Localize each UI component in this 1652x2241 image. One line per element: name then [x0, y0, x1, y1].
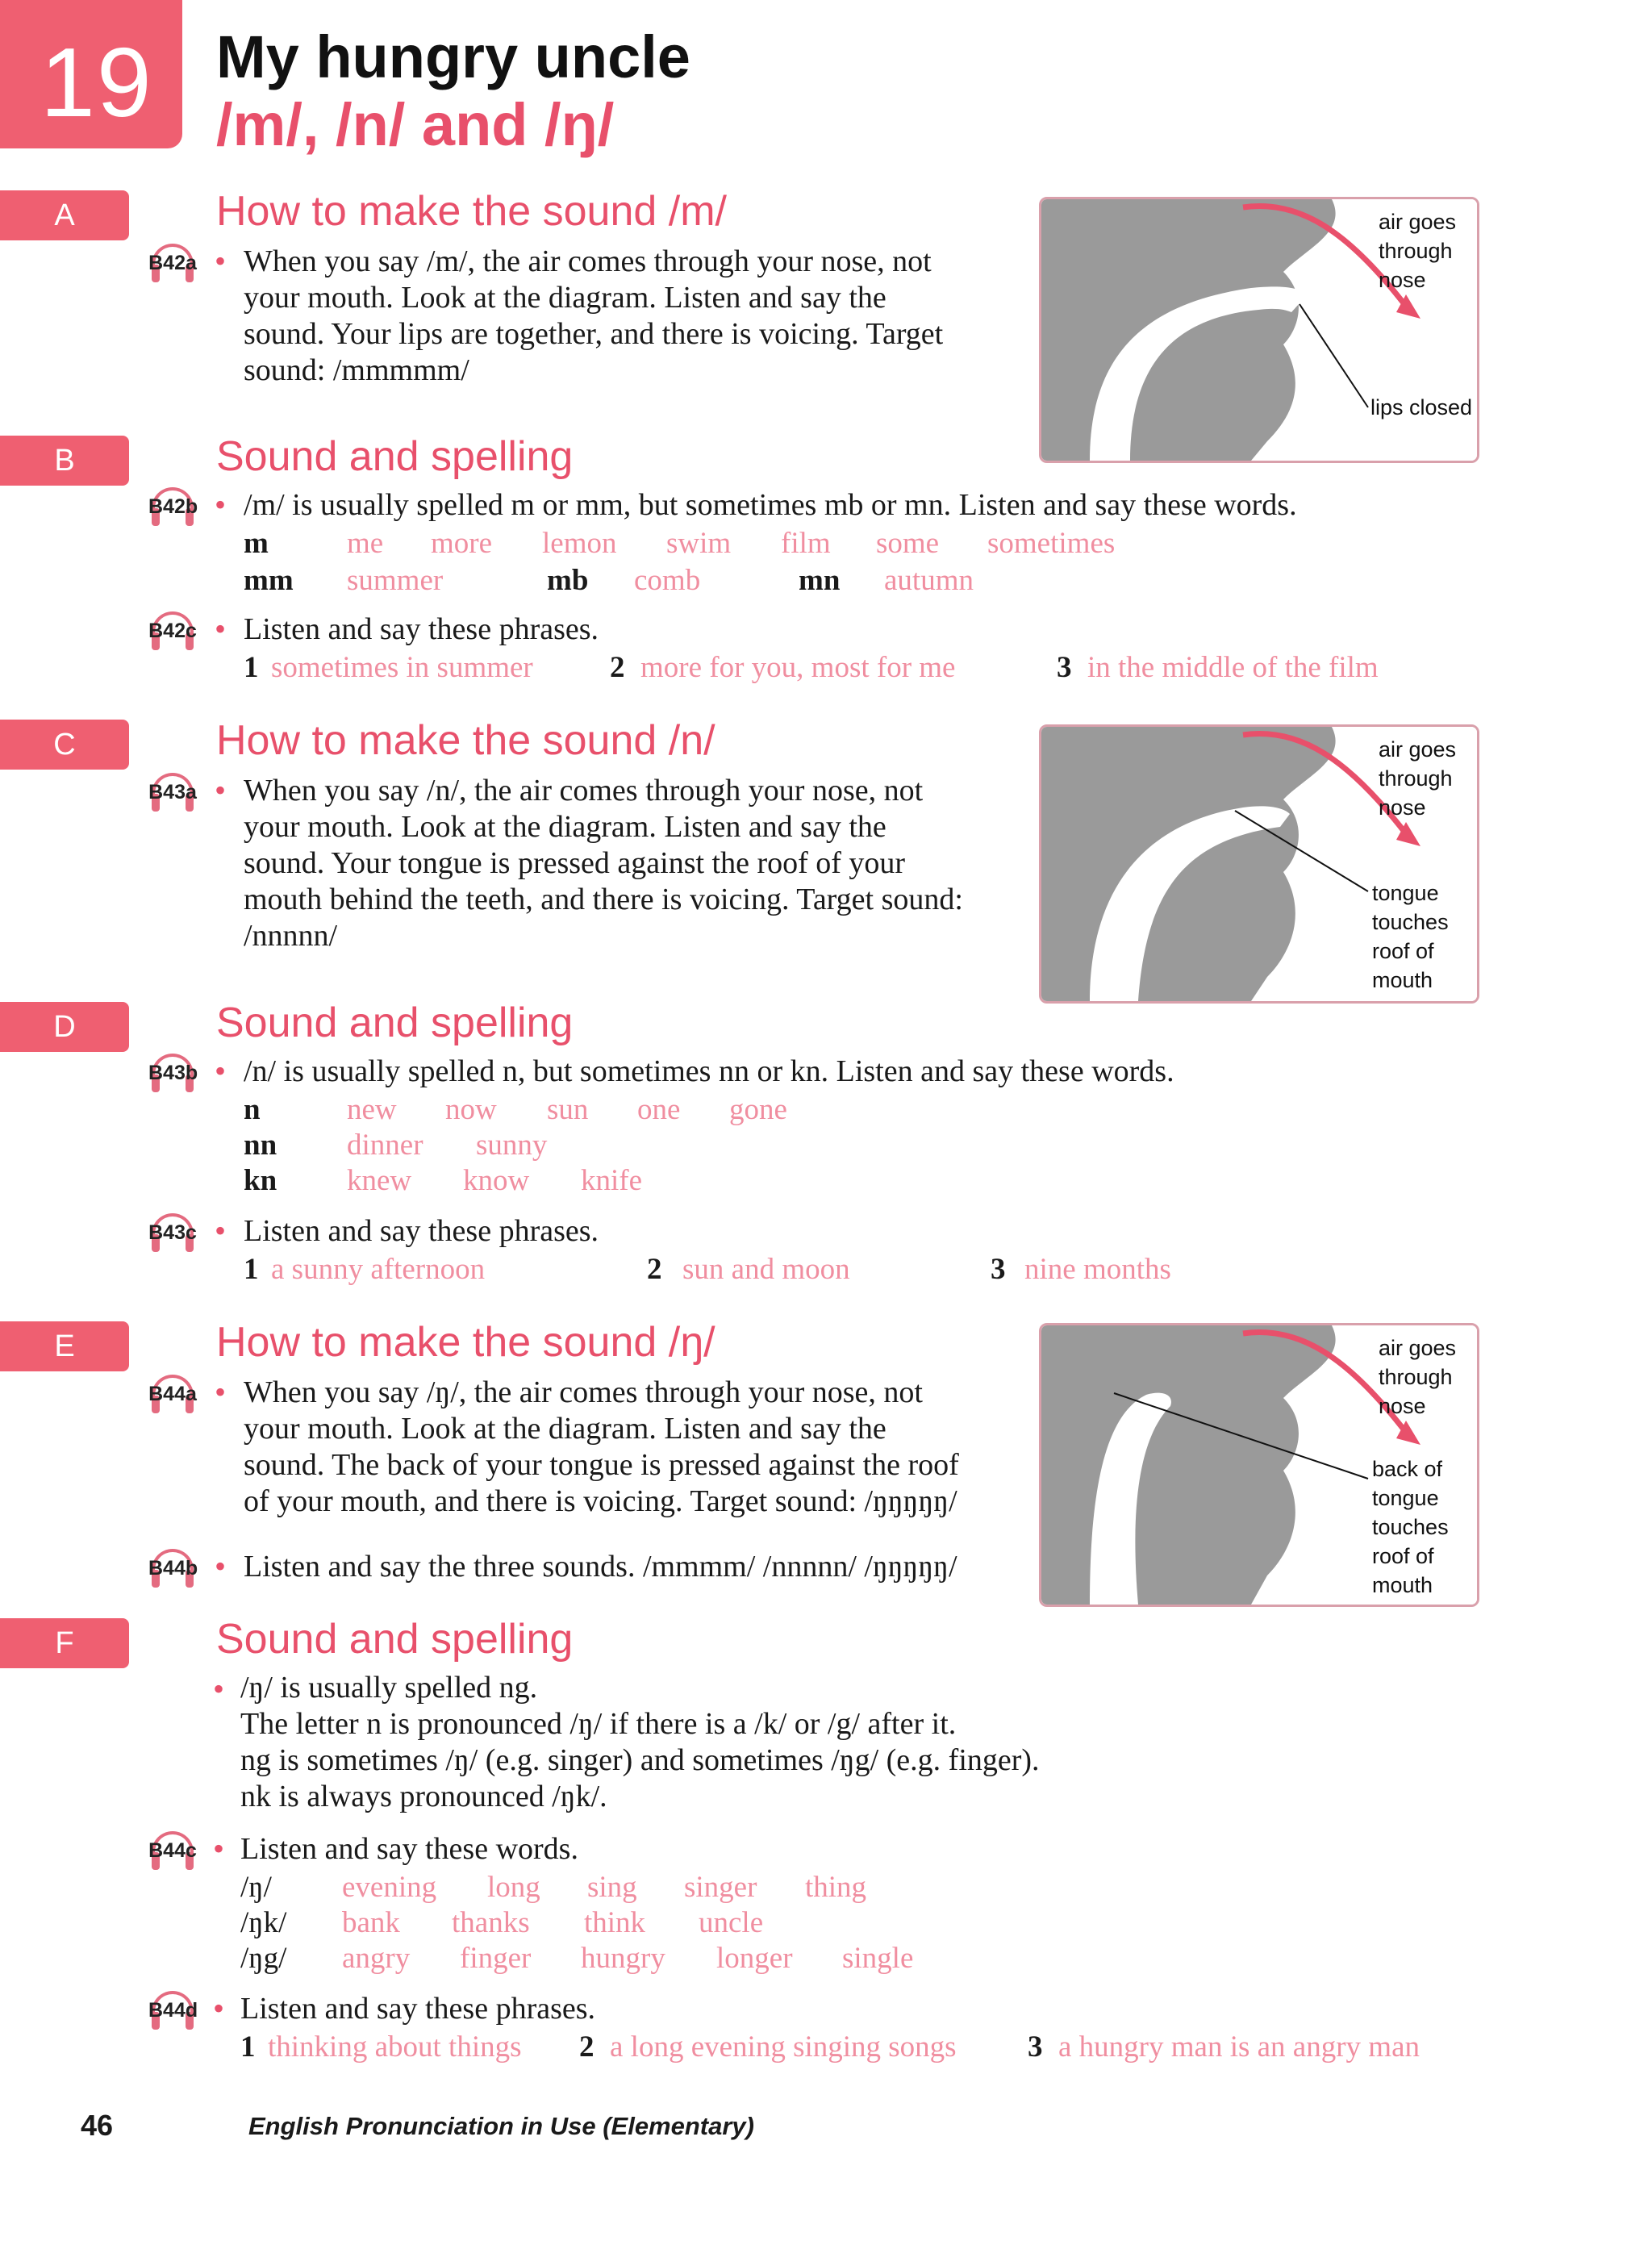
bullet-icon: • [215, 1548, 227, 1584]
diagram-label-lips: lips closed [1370, 395, 1473, 419]
list-item: nn [244, 1129, 277, 1162]
section-d-heading: Sound and spelling [216, 999, 574, 1046]
list-item: sometimes [987, 527, 1116, 560]
list-item: knew [347, 1164, 412, 1197]
page-subtitle: /m/, /n/ and /ŋ/ [216, 91, 615, 158]
page-title: My hungry uncle [216, 23, 690, 90]
list-item: knife [581, 1164, 643, 1197]
section-e-text: When you say /ŋ/, the air comes through your nose, not your mouth. Look at the diagram. Listen and say the sound. The back of your tongue is pressed against the roof of your mouth, and there is voicing. Target sound: /ŋŋŋŋŋ/ [244, 1375, 959, 1518]
audio-badge-icon[interactable]: B43a [148, 773, 197, 818]
list-item: film [781, 527, 831, 560]
diagram-label-air: air goes through nose [1379, 1336, 1457, 1418]
audio-badge-icon[interactable]: B44b [148, 1549, 197, 1594]
list-item: /ŋg/ [240, 1942, 287, 1975]
section-f-phrases-intro: Listen and say these phrases. [240, 1992, 596, 2026]
phrase: more for you, most for me [640, 651, 956, 684]
list-item: long [487, 1871, 540, 1904]
section-a-heading: How to make the sound /m/ [216, 188, 727, 235]
audio-badge-icon[interactable]: B43c [148, 1213, 197, 1258]
section-f-words-intro: Listen and say these words. [240, 1832, 578, 1866]
section-d-intro: /n/ is usually spelled n, but sometimes nn or kn. Listen and say these words. [244, 1054, 1174, 1088]
section-e-heading: How to make the sound /ŋ/ [216, 1319, 715, 1366]
section-c-text: When you say /n/, the air comes through your nose, not your mouth. Look at the diagram. Listen and say the sound. Your tongue is pressed against the roof of your mouth behind the teeth, and there is voicing. Target sound: /nnnnn/ [244, 774, 963, 953]
section-tab-c: C [0, 720, 129, 770]
section-f-rules: /ŋ/ is usually spelled ng. The letter n is pronounced /ŋ/ if there is a /k/ or /g/ after it. ng is sometimes /ŋ/ (e.g. singer) and sometimes /ŋg/ (e.g. finger). nk is always pronounced /ŋk/. [240, 1671, 1040, 1813]
list-item: uncle [699, 1906, 764, 1939]
list-item: evening [342, 1871, 437, 1904]
list-item: hungry [581, 1942, 665, 1975]
list-item: me [347, 527, 384, 560]
list-item: thing [805, 1871, 867, 1904]
list-item: dinner [347, 1129, 423, 1162]
list-item: more [431, 527, 493, 560]
bullet-icon: • [213, 1830, 225, 1867]
diagram-n-sound [1039, 724, 1479, 1004]
phrase: a hungry man is an angry man [1058, 2030, 1420, 2064]
list-item: /ŋ/ [240, 1871, 272, 1904]
section-d-phrases-intro: Listen and say these phrases. [244, 1214, 599, 1248]
bullet-icon: • [215, 772, 227, 808]
audio-badge-icon[interactable]: B42b [148, 487, 197, 532]
list-item: bank [342, 1906, 400, 1939]
list-item: /ŋk/ [240, 1906, 287, 1939]
list-item: mn [799, 564, 841, 597]
phrase-number: 1 [244, 1253, 259, 1286]
section-b-intro: /m/ is usually spelled m or mm, but sometimes mb or mn. Listen and say these words. [244, 488, 1297, 522]
list-item: comb [634, 564, 701, 597]
audio-badge-icon[interactable]: B42c [148, 611, 197, 657]
section-e-three-sounds: Listen and say the three sounds. /mmmm/ /nnnnn/ /ŋŋŋŋŋ/ [244, 1550, 957, 1584]
list-item: sun [547, 1093, 589, 1126]
list-item: swim [666, 527, 732, 560]
section-tab-e: E [0, 1321, 129, 1371]
phrase-number: 3 [1057, 651, 1072, 684]
phrase-number: 3 [991, 1253, 1006, 1286]
phrase-number: 1 [240, 2030, 256, 2064]
list-item: thanks [452, 1906, 530, 1939]
list-item: finger [460, 1942, 532, 1975]
list-item: kn [244, 1164, 277, 1197]
list-item: sing [587, 1871, 637, 1904]
list-item: single [842, 1942, 914, 1975]
phrase: sometimes in summer [271, 651, 533, 684]
bullet-icon: • [215, 611, 227, 647]
diagram-label-air: air goes through nose [1379, 210, 1457, 292]
list-item: some [876, 527, 940, 560]
section-c-heading: How to make the sound /n/ [216, 717, 715, 764]
section-b-phrases-intro: Listen and say these phrases. [244, 612, 599, 646]
list-item: autumn [884, 564, 974, 597]
bullet-icon: • [215, 486, 227, 523]
phrase-number: 1 [244, 651, 259, 684]
audio-badge-icon[interactable]: B44a [148, 1375, 197, 1420]
phrase-number: 2 [610, 651, 625, 684]
list-item: think [584, 1906, 646, 1939]
diagram-label-back-tongue: back of tongue touches roof of mouth [1372, 1457, 1449, 1597]
list-item: mb [547, 564, 589, 597]
phrase-number: 3 [1028, 2030, 1043, 2064]
phrase: in the middle of the film [1087, 651, 1379, 684]
phrase: a sunny afternoon [271, 1253, 486, 1286]
audio-badge-icon[interactable]: B44d [148, 1991, 197, 2036]
section-tab-f: F [0, 1618, 129, 1668]
bullet-icon: • [215, 1374, 227, 1410]
section-tab-b: B [0, 436, 129, 486]
diagram-label-tongue: tongue touches roof of mouth [1372, 881, 1449, 992]
list-item: singer [684, 1871, 757, 1904]
list-item: mm [244, 564, 294, 597]
phrase: nine months [1024, 1253, 1171, 1286]
list-item: one [637, 1093, 681, 1126]
list-item: new [347, 1093, 397, 1126]
phrase: thinking about things [268, 2030, 522, 2064]
section-tab-d: D [0, 1002, 129, 1052]
list-item: lemon [542, 527, 617, 560]
phrase: sun and moon [682, 1253, 850, 1286]
bullet-icon: • [213, 1990, 225, 2026]
footer-book-title: English Pronunciation in Use (Elementary) [248, 2112, 754, 2140]
section-b-heading: Sound and spelling [216, 433, 574, 480]
list-item: angry [342, 1942, 411, 1975]
diagram-m-sound [1039, 197, 1479, 463]
phrase-number: 2 [579, 2030, 594, 2064]
diagram-label-air: air goes through nose [1379, 737, 1457, 820]
section-tab-a: A [0, 190, 129, 240]
section-f-heading: Sound and spelling [216, 1616, 574, 1663]
list-item: now [445, 1093, 497, 1126]
phrase: a long evening singing songs [610, 2030, 957, 2064]
list-item: gone [729, 1093, 787, 1126]
list-item: summer [347, 564, 444, 597]
list-item: m [244, 527, 269, 560]
page-number: 46 [81, 2109, 114, 2142]
diagram-ng-sound [1039, 1323, 1479, 1607]
list-item: longer [716, 1942, 793, 1975]
section-a-text: When you say /m/, the air comes through your nose, not your mouth. Look at the diagram. Listen and say the sound. Your lips are together, and there is voicing. Target sound: /mmmmm/ [244, 244, 944, 387]
audio-badge-icon[interactable]: B43b [148, 1054, 197, 1099]
bullet-icon: • [215, 1212, 227, 1249]
bullet-icon: • [215, 243, 227, 279]
bullet-icon: • [213, 1671, 225, 1707]
phrase-number: 2 [647, 1253, 662, 1286]
list-item: know [463, 1164, 530, 1197]
unit-number: 19 [40, 27, 153, 137]
audio-badge-icon[interactable]: B44c [148, 1831, 197, 1876]
list-item: sunny [476, 1129, 548, 1162]
bullet-icon: • [215, 1053, 227, 1089]
list-item: n [244, 1093, 261, 1126]
audio-badge-icon[interactable]: B42a [148, 244, 197, 289]
